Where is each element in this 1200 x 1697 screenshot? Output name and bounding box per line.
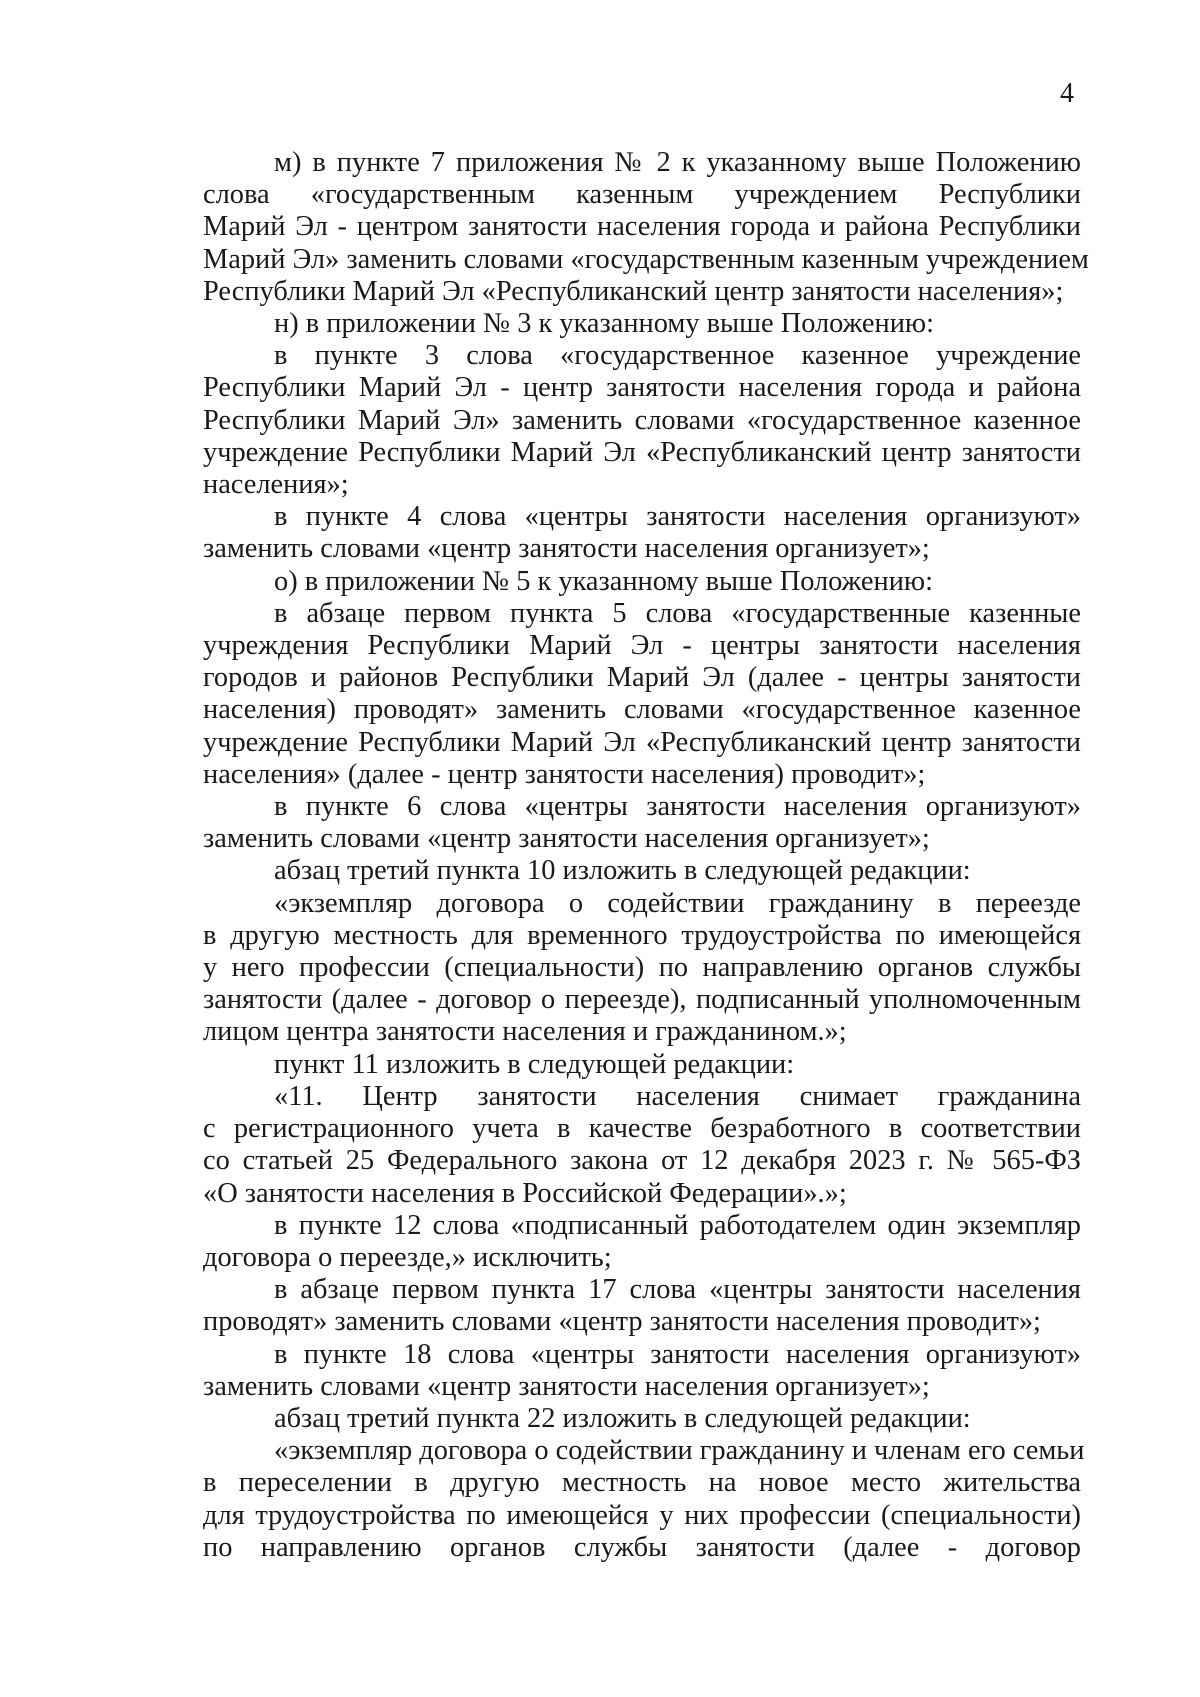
text-line: в абзаце первом пункта 5 слова «государственные казенные: [274, 597, 1081, 629]
text-line: городов и районов Республики Марий Эл (далее - центры занятости: [203, 662, 1081, 694]
text-line: в пункте 18 слова «центры занятости населения организуют»: [274, 1338, 1081, 1370]
text-line: слова «государственным казенным учреждением Республики: [203, 179, 1081, 211]
paragraph-o-p11: [203, 1049, 1081, 1081]
text-line: Марий Эл» заменить словами «государственным казенным учреждением: [203, 243, 1089, 275]
paragraph-o-p12: [203, 1210, 1081, 1274]
text-line: в пункте 4 слова «центры занятости населения организуют»: [274, 501, 1081, 533]
paragraph-o-p6: [203, 791, 1081, 855]
page-number: 4: [1060, 78, 1074, 109]
text-line: со статьей 25 Федерального закона от 12 декабря 2023 г. № 565-ФЗ: [203, 1145, 1081, 1177]
paragraph-o-p11-text: [203, 1081, 1081, 1210]
text-line: н) в приложении № 3 к указанному выше Положению:: [274, 308, 934, 340]
paragraph-o-p17: [203, 1274, 1081, 1338]
text-line: о) в приложении № 5 к указанному выше Положению:: [274, 565, 933, 597]
text-line: в пункте 6 слова «центры занятости населения организуют»: [274, 791, 1081, 823]
text-line: учреждение Республики Марий Эл «Республиканский центр занятости: [203, 726, 1081, 758]
text-line: у него профессии (специальности) по направлению органов службы: [203, 952, 1081, 984]
text-line: в другую местность для временного трудоустройства по имеющейся: [203, 919, 1081, 951]
paragraph-n: [203, 308, 1081, 340]
paragraph-o-p5: [203, 598, 1081, 791]
text-line: в абзаце первом пункта 17 слова «центры занятости населения: [274, 1274, 1081, 1306]
text-line: с регистрационного учета в качестве безработного в соответствии: [203, 1113, 1081, 1145]
text-line: «О занятости населения в Российской Федерации».»;: [203, 1177, 847, 1209]
paragraph-o-p22-text: [203, 1435, 1085, 1564]
text-line: населения»;: [203, 469, 349, 501]
text-line: населения» (далее - центр занятости населения) проводит»;: [203, 758, 926, 790]
text-line: в переселении в другую местность на новое место жительства: [203, 1467, 1081, 1499]
text-line: населения) проводят» заменить словами «государственное казенное: [203, 694, 1081, 726]
text-line: занятости (далее - договор о переезде), подписанный уполномоченным: [203, 984, 1081, 1016]
text-line: учреждение Республики Марий Эл «Республиканский центр занятости: [203, 436, 1081, 468]
text-line: заменить словами «центр занятости населения организует»;: [203, 823, 930, 855]
text-line: в пункте 12 слова «подписанный работодателем один экземпляр: [274, 1209, 1081, 1241]
text-line: Республики Марий Эл - центр занятости населения города и района: [203, 372, 1081, 404]
paragraph-o-p18: [203, 1339, 1081, 1403]
paragraph-o-p22: [203, 1403, 1081, 1435]
text-line: м) в пункте 7 приложения № 2 к указанному выше Положению: [274, 147, 1081, 178]
paragraph-n-p3: [203, 340, 1081, 501]
paragraph-o-p10: [203, 855, 1081, 887]
text-line: Республики Марий Эл «Республиканский центр занятости населения»;: [203, 275, 1064, 307]
text-line: в пункте 3 слова «государственное казенное учреждение: [274, 340, 1081, 372]
text-line: абзац третий пункта 10 изложить в следующей редакции:: [274, 855, 971, 887]
paragraph-o: [203, 566, 1081, 598]
text-line: Республики Марий Эл» заменить словами «государственное казенное: [203, 404, 1081, 436]
text-line: проводят» заменить словами «центр занятости населения проводит»;: [203, 1306, 1041, 1338]
text-line: лицом центра занятости населения и гражданином.»;: [203, 1016, 847, 1048]
text-line: пункт 11 изложить в следующей редакции:: [274, 1048, 795, 1080]
text-line: учреждения Республики Марий Эл - центры занятости населения: [203, 630, 1081, 662]
text-line: заменить словами «центр занятости населения организует»;: [203, 1370, 930, 1402]
text-line: «экземпляр договора о содействии гражданину и членам его семьи: [274, 1435, 1085, 1467]
paragraph-m: [203, 147, 1089, 308]
text-line: «11. Центр занятости населения снимает гражданина: [274, 1080, 1081, 1112]
paragraph-o-p10-text: [203, 888, 1081, 1049]
text-line: Марий Эл - центром занятости населения города и района Республики: [203, 211, 1081, 243]
text-line: по направлению органов службы занятости (далее - договор: [203, 1531, 1081, 1563]
text-line: для трудоустройства по имеющейся у них профессии (специальности): [203, 1499, 1081, 1531]
text-line: договора о переезде,» исключить;: [203, 1241, 612, 1273]
document-body: [203, 147, 1089, 1564]
text-line: абзац третий пункта 22 изложить в следующей редакции:: [274, 1402, 971, 1434]
text-line: заменить словами «центр занятости населения организует»;: [203, 533, 930, 565]
text-line: «экземпляр договора о содействии гражданину в переезде: [274, 887, 1081, 919]
paragraph-n-p4: [203, 501, 1081, 565]
